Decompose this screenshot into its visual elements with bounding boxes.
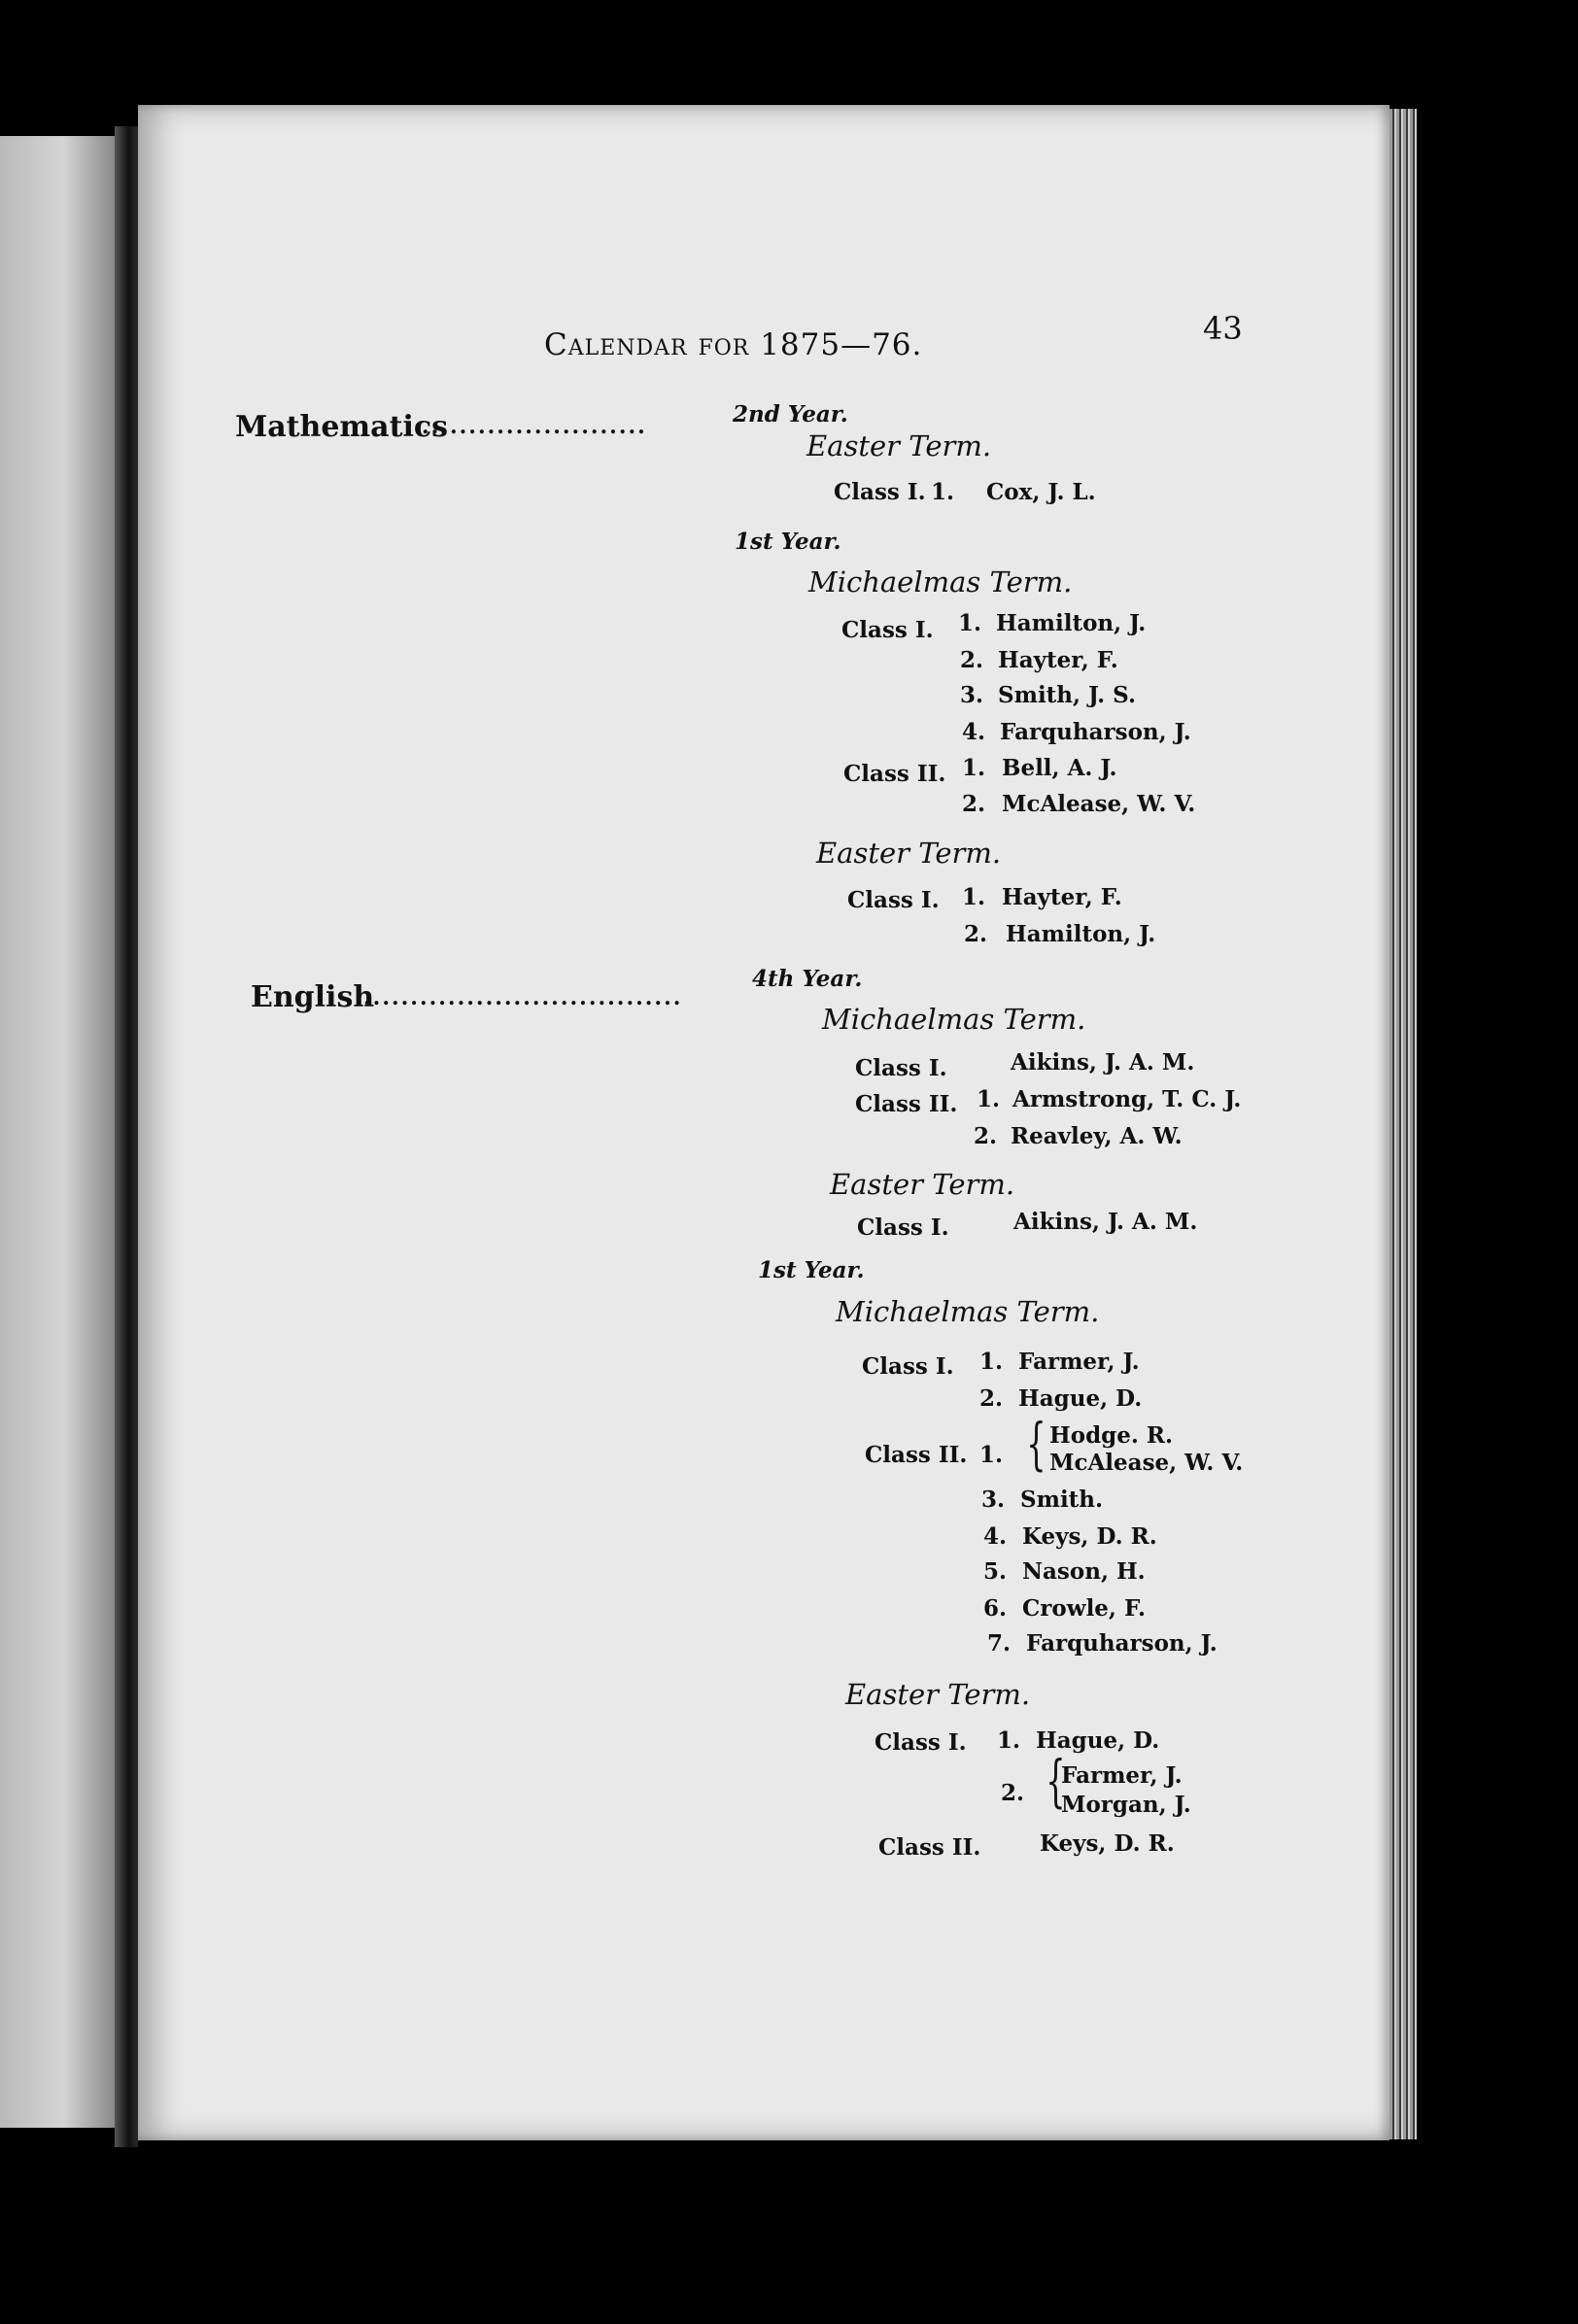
class-label: Class II. <box>843 761 946 787</box>
term-heading: Easter Term. <box>806 429 992 462</box>
student-name: McAlease, W. V. <box>1049 1450 1244 1476</box>
year-heading: 2nd Year. <box>733 401 848 427</box>
class-label: Class I. <box>875 1729 967 1756</box>
term-heading: Michaelmas Term. <box>836 1295 1100 1328</box>
rank-number: 2. <box>979 1385 1004 1412</box>
leader-dots: .................................. <box>363 985 683 1010</box>
class-label: Class I. <box>841 617 934 643</box>
class-label: Class I. <box>834 479 926 505</box>
term-heading: Easter Term. <box>816 837 1002 870</box>
student-name: Aikins, J. A. M. <box>1011 1049 1195 1076</box>
student-name: Hamilton, J. <box>996 610 1147 636</box>
brace-icon: { <box>1026 1411 1046 1477</box>
student-name: Hodge. R. <box>1049 1422 1174 1449</box>
rank-number: 1. <box>977 1086 1001 1112</box>
student-name: McAlease, W. V. <box>1002 791 1196 817</box>
rank-number: 3. <box>981 1487 1006 1513</box>
page-number: 43 <box>1203 310 1243 347</box>
year-heading: 1st Year. <box>758 1257 865 1283</box>
student-name: Farmer, J. <box>1061 1762 1183 1789</box>
rank-number: 2. <box>964 921 988 947</box>
rank-number: 1. <box>962 884 986 910</box>
student-name: Crowle, F. <box>1022 1595 1146 1622</box>
student-name: Farquharson, J. <box>1026 1630 1218 1657</box>
rank-number: 5. <box>983 1558 1008 1585</box>
student-name: Hague, D. <box>1036 1727 1160 1754</box>
class-label: Class I. <box>855 1055 947 1081</box>
student-name: Morgan, J. <box>1061 1792 1191 1818</box>
subject-mathematics: Mathematics <box>235 410 448 444</box>
student-name: Bell, A. J. <box>1002 755 1117 781</box>
year-heading: 4th Year. <box>752 966 863 992</box>
rank-number: 1. <box>979 1349 1004 1375</box>
page-stack-edge <box>1389 109 1417 2139</box>
class-label: Class II. <box>855 1091 958 1117</box>
term-heading: Easter Term. <box>830 1168 1015 1201</box>
rank-number: 2. <box>974 1123 998 1149</box>
term-heading: Michaelmas Term. <box>822 1003 1086 1036</box>
rank-number: 4. <box>983 1523 1008 1550</box>
student-name: Reavley, A. W. <box>1011 1123 1183 1149</box>
class-label: Class I. <box>847 887 940 913</box>
student-name: Hayter, F. <box>998 647 1118 673</box>
student-name: Keys, D. R. <box>1040 1830 1175 1857</box>
student-name: Hamilton, J. <box>1006 921 1156 947</box>
book-gutter <box>115 126 138 2147</box>
leader-dots: ........................ <box>422 414 647 439</box>
student-name: Aikins, J. A. M. <box>1013 1209 1198 1235</box>
rank-number: 2. <box>960 647 984 673</box>
running-title: Calendar for 1875—76. <box>544 327 923 362</box>
rank-number: 2. <box>962 791 986 817</box>
class-label: Class II. <box>865 1442 968 1468</box>
class-label: Class I. <box>862 1353 954 1380</box>
rank-number: 4. <box>962 719 986 745</box>
rank-number: 2. <box>1001 1780 1025 1806</box>
student-name: Nason, H. <box>1022 1558 1146 1585</box>
student-name: Smith. <box>1020 1487 1104 1513</box>
term-heading: Easter Term. <box>845 1678 1031 1711</box>
student-name: Armstrong, T. C. J. <box>1012 1086 1242 1112</box>
rank-number: 1. <box>958 610 982 636</box>
student-name: Farquharson, J. <box>1000 719 1191 745</box>
class-label: Class II. <box>878 1834 981 1861</box>
facing-page-edge <box>0 136 115 2128</box>
subject-english: English <box>251 980 375 1014</box>
brace-icon: { <box>1046 1748 1066 1814</box>
rank-number: 3. <box>960 682 984 708</box>
rank-number: 6. <box>983 1595 1008 1622</box>
year-heading: 1st Year. <box>735 529 841 555</box>
class-label: Class I. <box>857 1214 949 1241</box>
student-name: Hayter, F. <box>1002 884 1122 910</box>
student-name: Keys, D. R. <box>1022 1523 1157 1550</box>
rank-number: 1. <box>997 1727 1021 1754</box>
term-heading: Michaelmas Term. <box>808 565 1073 598</box>
student-name: Smith, J. S. <box>998 682 1136 708</box>
rank-number: 1. <box>962 755 986 781</box>
rank-number: 7. <box>987 1630 1012 1657</box>
rank-number: 1. <box>979 1442 1004 1468</box>
student-name: Hague, D. <box>1018 1385 1143 1412</box>
student-name: Cox, J. L. <box>986 479 1096 505</box>
student-name: Farmer, J. <box>1018 1349 1140 1375</box>
rank-number: 1. <box>931 479 955 505</box>
